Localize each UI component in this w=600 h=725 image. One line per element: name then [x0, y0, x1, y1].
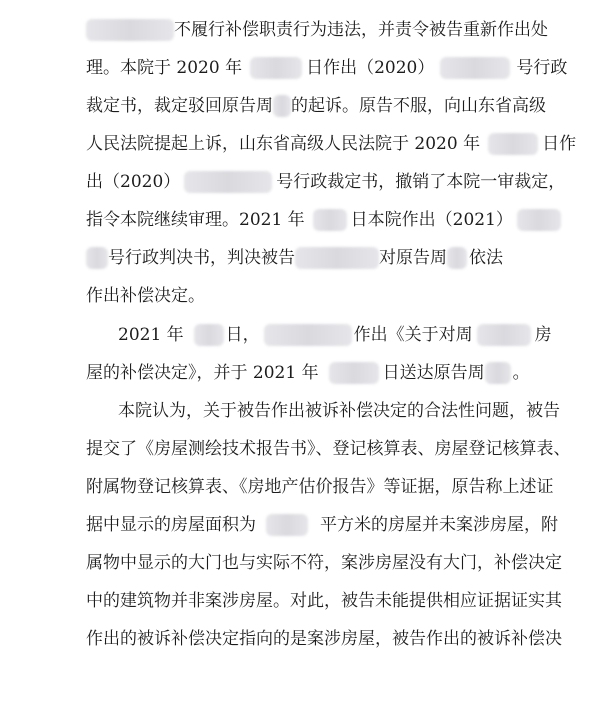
text-line	[86, 546, 562, 580]
text-segment: 。	[512, 363, 530, 383]
text-segment: 人民法院提起上诉，山东省高级人民法院于 2020 年	[86, 134, 481, 154]
text-line	[86, 51, 567, 85]
redaction-mask	[440, 57, 510, 79]
text-segment: 出（2020）	[86, 172, 181, 192]
redaction-mask	[250, 57, 302, 79]
text-line	[118, 394, 560, 428]
text-segment: 日本院作出（2021）	[350, 210, 513, 230]
text-line	[86, 432, 571, 466]
text-segment: 房	[534, 325, 552, 345]
text-segment: 日作出（2020）	[306, 58, 435, 78]
redaction-mask	[477, 324, 531, 346]
redaction-mask	[264, 324, 352, 346]
text-segment: 屋的补偿决定》，并于 2021 年	[86, 363, 319, 383]
text-segment: 号行政	[516, 58, 568, 78]
redaction-mask	[447, 247, 467, 269]
text-line	[86, 470, 554, 504]
redaction-mask	[266, 514, 308, 536]
text-segment: 号行政判决书，判决被告	[108, 248, 295, 268]
text-segment: 日送达原告周	[382, 363, 485, 383]
text-segment: 属物中显示的大门也与实际不符，案涉房屋没有大门，补偿决定	[86, 553, 562, 573]
redaction-mask	[313, 209, 347, 231]
text-segment: 本院认为，关于被告作出被诉补偿决定的合法性问题，被告	[118, 401, 560, 421]
text-line	[86, 13, 548, 47]
text-segment: 日，	[225, 325, 260, 345]
text-line	[86, 622, 562, 656]
redaction-mask	[184, 171, 272, 193]
text-segment: 号行政裁定书，撤销了本院一审裁定，	[276, 172, 566, 192]
text-segment: 提交了《房屋测绘技术报告书》、登记核算表、房屋登记核算表、	[86, 439, 571, 459]
text-segment: 作出的被诉补偿决定指向的是案涉房屋，被告作出的被诉补偿决	[86, 629, 562, 649]
text-segment: 平方米的房屋并未案涉房屋，附	[320, 515, 558, 535]
text-segment: 中的建筑物并非案涉房屋。对此，被告未能提供相应证据证实其	[86, 591, 562, 611]
redaction-mask	[329, 362, 379, 384]
text-line	[118, 318, 552, 352]
redaction-mask	[485, 362, 511, 384]
text-segment: 的起诉。原告不服，向山东省高级	[291, 96, 546, 116]
text-segment: 指令本院继续审理。2021 年	[86, 210, 305, 230]
text-line	[86, 165, 565, 199]
text-segment: 作出补偿决定。	[86, 286, 205, 306]
redaction-mask	[295, 247, 379, 269]
text-segment: 附属物登记核算表、《房地产估价报告》等证据，原告称上述证	[86, 477, 554, 497]
text-segment: 2021 年	[118, 325, 184, 345]
text-line	[86, 356, 530, 390]
text-line	[86, 127, 576, 161]
text-line	[86, 508, 558, 542]
text-line	[86, 279, 205, 313]
redaction-mask	[86, 247, 108, 269]
text-segment: 理。本院于 2020 年	[86, 58, 243, 78]
text-line	[86, 584, 562, 618]
text-segment: 据中显示的房屋面积为	[86, 515, 256, 535]
text-segment: 裁定书，裁定驳回原告周	[86, 96, 273, 116]
redaction-mask	[86, 19, 174, 41]
text-line	[86, 89, 546, 123]
text-line	[86, 241, 503, 275]
text-segment: 日作	[542, 134, 577, 154]
text-segment: 作出《关于对周	[353, 325, 473, 345]
text-line	[86, 203, 561, 237]
redaction-mask	[273, 95, 291, 117]
redaction-mask	[194, 324, 224, 346]
text-segment: 不履行补偿职责行为违法，并责令被告重新作出处	[174, 20, 548, 40]
text-segment: 依法	[469, 248, 503, 268]
text-segment: 对原告周	[379, 248, 447, 268]
redaction-mask	[488, 133, 538, 155]
redaction-mask	[517, 209, 561, 231]
